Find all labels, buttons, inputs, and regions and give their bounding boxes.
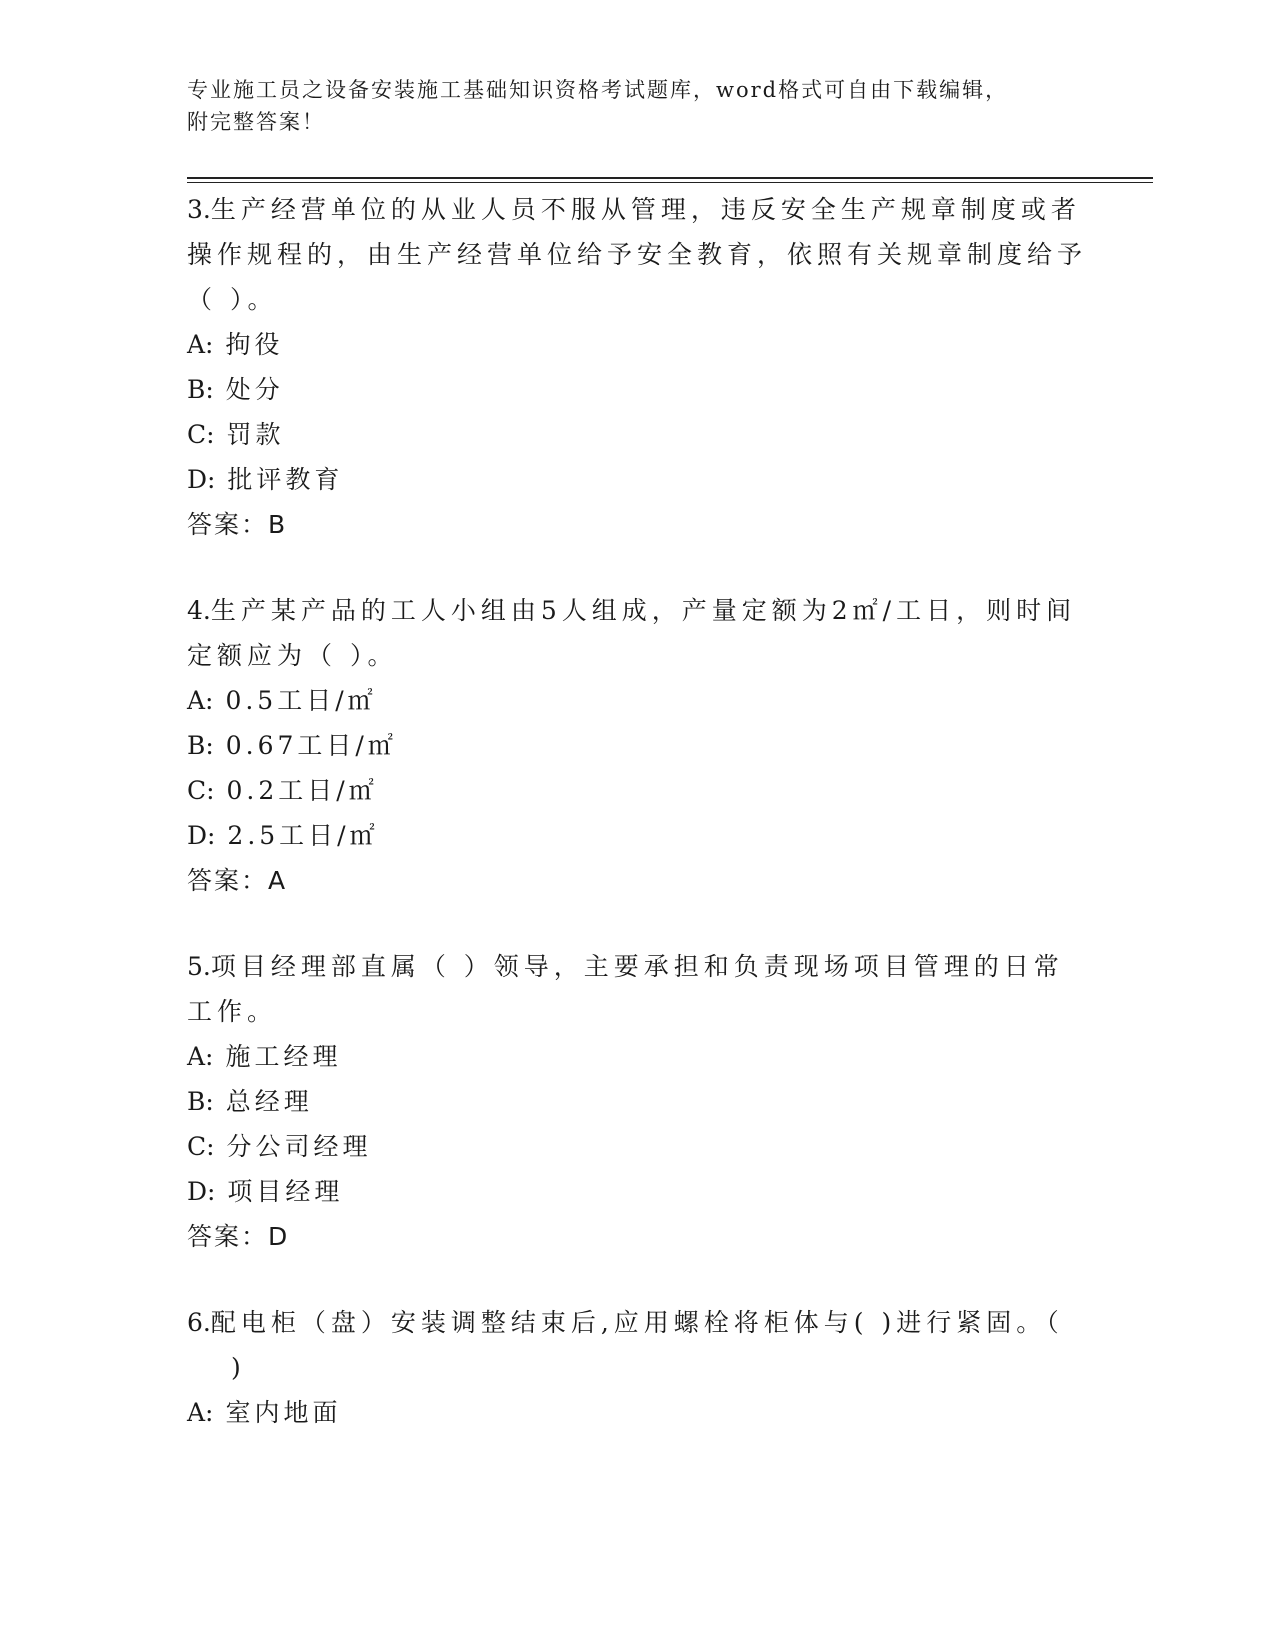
header-divider-thick [187, 177, 1153, 179]
option-text: 项目经理 [227, 1177, 344, 1206]
option-b [187, 367, 1087, 412]
option-text: 室内地面 [225, 1398, 342, 1427]
option-text: 罚款 [226, 420, 285, 449]
question-body: 生产经营单位的从业人员不服从管理，违反安全生产规章制度或者操作规程的，由生产经营单位给予安全教育，依照有关规章制度给予（ ）。 [187, 195, 1088, 314]
answer-line: 答案：D [187, 1222, 290, 1251]
question-5 [187, 944, 1087, 1259]
option-d [187, 457, 1087, 502]
option-text: 分公司经理 [226, 1132, 372, 1161]
question-body: 项目经理部直属（ ）领导，主要承担和负责现场项目管理的日常工作。 [187, 952, 1064, 1026]
option-b [187, 1079, 1087, 1124]
question-text [187, 1300, 1087, 1345]
option-d [187, 813, 1087, 858]
option-text: 处分 [225, 375, 284, 404]
question-number: 5. [187, 952, 211, 981]
option-key: B: [187, 731, 214, 760]
option-c [187, 1124, 1087, 1169]
question-text-continuation: ) [231, 1353, 246, 1382]
answer-line: 答案：B [187, 510, 288, 539]
option-key: A: [187, 686, 214, 715]
question-text [187, 588, 1087, 678]
option-key: D: [187, 1177, 216, 1206]
option-a [187, 678, 1087, 723]
option-text: 2.5工日/㎡ [227, 821, 379, 850]
header-line-1: 专业施工员之设备安装施工基础知识资格考试题库，word格式可自由下载编辑， [187, 78, 1009, 102]
option-key: C: [187, 1132, 215, 1161]
option-key: A: [187, 1042, 214, 1071]
option-d [187, 1169, 1087, 1214]
option-c [187, 768, 1087, 813]
question-3 [187, 187, 1087, 547]
option-a [187, 1390, 1087, 1435]
question-text [187, 944, 1087, 1034]
question-number: 3. [187, 195, 211, 224]
option-key: D: [187, 821, 216, 850]
question-number: 4. [187, 596, 211, 625]
option-key: B: [187, 1087, 214, 1116]
question-number: 6. [187, 1308, 211, 1337]
option-key: D: [187, 465, 216, 494]
document-header [187, 74, 1087, 138]
option-key: C: [187, 420, 215, 449]
option-key: B: [187, 375, 214, 404]
option-key: C: [187, 776, 215, 805]
question-body: 生产某产品的工人小组由5人组成，产量定额为2㎡/工日，则时间定额应为（ ）。 [187, 596, 1077, 670]
option-a [187, 322, 1087, 367]
option-text: 总经理 [225, 1087, 313, 1116]
option-key: A: [187, 330, 214, 359]
option-text: 施工经理 [225, 1042, 342, 1071]
option-key: A: [187, 1398, 214, 1427]
option-text: 批评教育 [227, 465, 344, 494]
question-6 [187, 1300, 1087, 1435]
option-text: 0.5工日/㎡ [225, 686, 377, 715]
option-text: 0.67工日/㎡ [225, 731, 397, 760]
option-text: 0.2工日/㎡ [226, 776, 378, 805]
answer-line: 答案：A [187, 866, 288, 895]
option-b [187, 723, 1087, 768]
question-body: 配电柜（盘）安装调整结束后,应用螺栓将柜体与( )进行紧固。（ [210, 1308, 1064, 1337]
question-text [187, 187, 1087, 322]
question-4 [187, 588, 1087, 903]
option-c [187, 412, 1087, 457]
option-a [187, 1034, 1087, 1079]
option-text: 拘役 [225, 330, 284, 359]
question-list [187, 187, 1087, 1476]
header-line-2: 附完整答案！ [187, 110, 325, 134]
header-divider-thin [187, 182, 1153, 183]
